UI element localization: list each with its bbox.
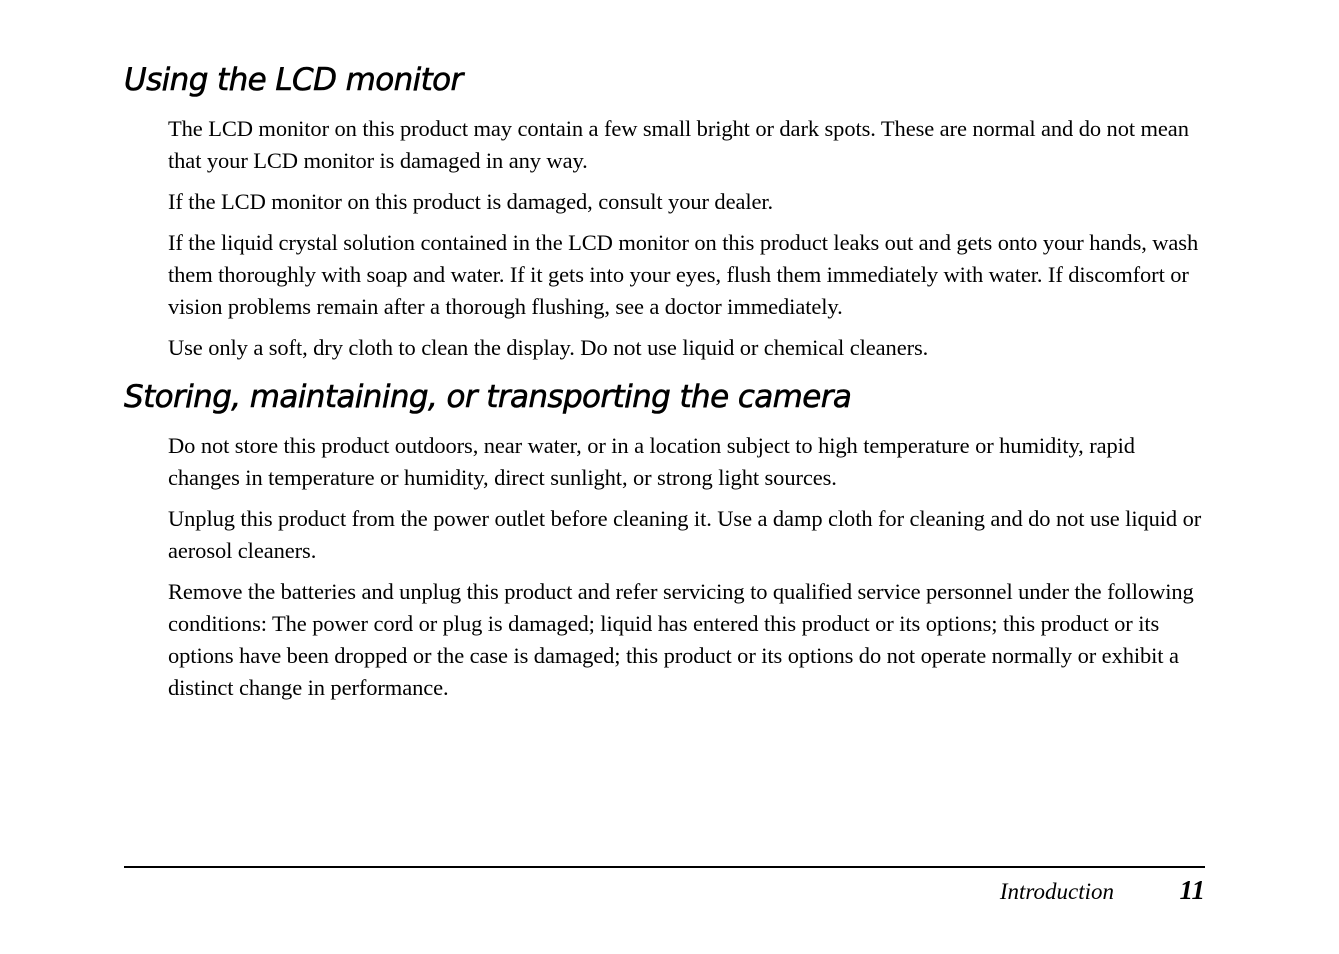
section-heading-storing: Storing, maintaining, or transporting the camera [124,379,852,415]
page-number: 11 [1179,875,1205,905]
section-body-lcd-monitor [168,113,1208,373]
footer-rule [124,866,1205,868]
paragraph: The LCD monitor on this product may contain a few small bright or dark spots. These are normal and do not mean that your LCD monitor is damaged in any way. [168,116,1189,173]
paragraph: Do not store this product outdoors, near water, or in a location subject to high temperature or humidity, rapid changes in temperature or humidity, direct sunlight, or strong light sources. [168,433,1135,490]
section-body-storing [168,430,1208,713]
paragraph: Unplug this product from the power outlet before cleaning it. Use a damp cloth for cleaning and do not use liquid or aerosol cleaners. [168,506,1202,563]
footer-chapter-title: Introduction [999,879,1114,904]
paragraph: If the LCD monitor on this product is damaged, consult your dealer. [168,189,774,214]
paragraph: If the liquid crystal solution contained in the LCD monitor on this product leaks out and gets onto your hands, wash them thoroughly with soap and water. If it gets into your eyes, flush them immediately with water. If discomfort or vision problems remain after a thorough flushing, see a doctor immediately. [168,230,1199,319]
paragraph: Use only a soft, dry cloth to clean the display. Do not use liquid or chemical cleaners. [168,335,929,360]
paragraph: Remove the batteries and unplug this product and refer servicing to qualified service personnel under the following conditions: The power cord or plug is damaged; liquid has entered this product or its options; this product or its options have been dropped or the case is damaged; this product or its options do not operate normally or exhibit a distinct change in performance. [168,579,1194,700]
section-heading-lcd-monitor: Using the LCD monitor [124,62,463,98]
